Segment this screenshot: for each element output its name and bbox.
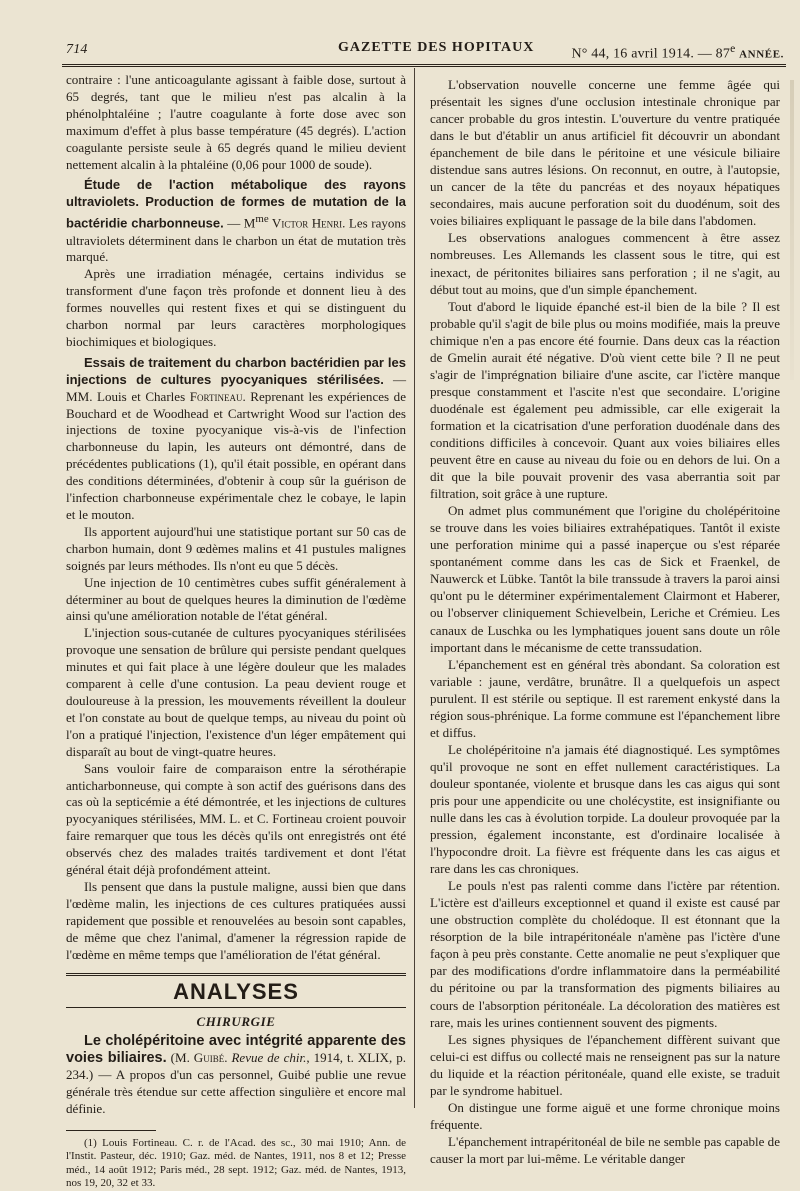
column-divider — [414, 68, 415, 1108]
right-paragraph-4: On admet plus communément que l'origine du cholépéritoine se trouve dans les voies biliaires extrahépatiques. Tantôt il existe une perforation minime qui a passé inaperçue ou s'est réparée spontanément comme dans les cas de Sick et Fraenkel, de Nauwerck et Lübke. Tantôt la bile transsude à travers la paroi ainsi qu'ont pu le déterminer expérimentalement Clairmont et Haberer, ou l'observer cliniquement Schievelbein, Leriche et Crémieu. Les canaux de Luschka ou les lymphatiques jouent sans doute un rôle important dans le mécanisme de cette transsudation. — [430, 503, 780, 655]
page-edge-shading — [790, 80, 794, 380]
left-paragraph-6: Une injection de 10 centimètres cubes suffit généralement à déterminer au bout de quelques heures la diminution de l'œdème ainsi qu'une amélioration notable de l'état général. — [66, 574, 406, 624]
right-paragraph-5: L'épanchement est en général très abondant. Sa coloration est variable : jaune, verdâtre, brunâtre. Il a quelquefois un aspect purulent. Il est stérile ou septique. Il est rarement enkysté dans la région sous-phrénique. La forme commune est l'épanchement libre et diffus. — [430, 656, 780, 740]
right-paragraph-9: On distingue une forme aiguë et une forme chronique moins fréquente. — [430, 1099, 780, 1132]
section-ultraviolets — [66, 177, 406, 266]
article-ref-dot: . — [224, 1050, 232, 1066]
right-paragraph-8: Les signes physiques de l'épanchement diffèrent suivant que celui-ci est diffus ou collecté mais ne renseignent pas sur la nature du liquide et la réaction péritonéale, quand elle existe, se traduit par le syndrome habituel. — [430, 1031, 780, 1098]
issue-info — [571, 42, 784, 63]
article-title: Le cholépéritoine avec intégrité apparente des voies biliaires. — [66, 1033, 406, 1067]
analyses-top-rule — [66, 973, 406, 976]
article-ref-prefix: (M. — [166, 1050, 194, 1066]
left-paragraph-8: Sans vouloir faire de comparaison entre la sérothérapie anticharbonneuse, qui compte à son actif des guérisons dans des cas où la septicémie a été démontrée, et les injections de cultures pyocyaniques stérilisées, MM. L. et C. Fortineau croient pouvoir faire remarquer que tous les décès qu'ils ont enregistrés ont été observés chez des malades traités tardivement et dont l'état général était déjà profondément atteint. — [66, 760, 406, 878]
article-cholperitoine — [66, 1033, 406, 1118]
left-column — [66, 72, 406, 1191]
author-louis: — MM. Louis — [66, 371, 406, 404]
left-paragraph-9: Ils pensent que dans la pustule maligne, aussi bien que dans l'œdème malin, les injections de ces cultures pratiquées aussi rapidement que possible et renouvelées au besoin sont capables, de même que chez l'animal, d'amener la régression rapide de l'œdème en même temps que l'amélioration de l'état général. — [66, 878, 406, 962]
right-paragraph-10: L'épanchement intrapéritonéal de bile ne semble pas capable de causer la mort par lui-même. Le véritable danger — [430, 1133, 780, 1166]
left-paragraph-1: contraire : l'une anticoagulante agissant à faible dose, surtout à 65 degrés, tant que le milieu n'est pas alcalin à la phénolphtaléine ; l'autre coagulante à forte dose avec son maximum d'effet à plus basse température (45 degrés). L'action coagulante persiste seule à 65 degrés quand le milieu devient nettement alcalin à la phtaléine (0,06 pour 1000 de soude). — [66, 72, 406, 172]
author-sup: me — [255, 213, 269, 226]
left-paragraph-7: L'injection sous-cutanée de cultures pyocyaniques stérilisées provoque une sensation de brûlure qui persiste pendant quelques minutes et qui fait place à une légère douleur que les malades comparent à celle d'une contusion. La peau devient rouge et douloureuse à la pression, les mouvements réveillent la douleur et l'on constate au bout de quelque temps, au niveau du point où l'on a pratiqué l'injection, l'existence d'un léger empâtement qui disparaît au bout de vingt-quatre heures. — [66, 625, 406, 759]
header-rule — [62, 64, 786, 67]
analyses-heading: ANALYSES — [173, 979, 299, 1005]
right-paragraph-6: Le cholépéritoine n'a jamais été diagnostiqué. Les symptômes qu'il provoque ne sont en effet nullement caractéristiques. La douleur spontanée, violente et brusque dans les cas aigus qui sont pris pour une appendicite ou une cholécystite, est insignifiante ou nulle dans les cas à évolution torpide. La douleur provoquée par la pression, également inconstante, est d'ordinaire localisée à l'hypocondre droit. La fièvre est fréquente dans les cas aigus et rare dans les cas chroniques. — [430, 741, 780, 877]
analyses-bottom-rule — [66, 1007, 406, 1008]
section-body-charbon: . Reprenant les expériences de Bouchard et de Woodhead et Cartwright Wood sur l'action des injections de toxine pyocyanique vis-à-vis de l'infection charbonneuse du lapin, les auteurs ont démontré, dans de précédentes publications (1), qu'il était possible, en opérant dans des conditions déterminées, d'obtenir à coup sûr la guérison de l'infection charbonneuse expérimentale chez le cobaye, le lapin et le mouton. — [66, 388, 406, 522]
author-name: Victor Henri — [268, 215, 343, 231]
left-paragraph-5: Ils apportent aujourd'hui une statistique portant sur 50 cas de charbon humain, dont 9 œdèmes malins et 41 pustules malignes soignés par leurs méthodes. Ils n'ont eu que 5 décès. — [66, 523, 406, 573]
section-charbon — [66, 355, 406, 524]
left-paragraph-3: Après une irradiation ménagée, certains individus se transforment d'une façon très profonde et donnent lieu à des formes nouvelles qui restent fixes et qui se distinguent du charbon normal par leurs caractères morphologiques biochimiques et biologiques. — [66, 266, 406, 349]
chirurgie-subheading: CHIRURGIE — [196, 1014, 276, 1030]
footnote-rule — [66, 1130, 156, 1131]
author-charles: et Charles — [126, 388, 190, 404]
author-fortineau: Fortineau — [189, 388, 243, 404]
article-ref-journal: Revue de chir. — [231, 1050, 307, 1066]
right-paragraph-7: Le pouls n'est pas ralenti comme dans l'ictère par rétention. L'ictère est d'ailleurs exceptionnel et quand il existe est causé par une obstruction complète du cholédoque. Il est étonnant que la résorption de la bile intrapéritonéale n'amène pas l'ictère d'une façon à peu près constante. Cette anomalie ne peut s'expliquer que par des modifications d'ordre inflammatoire dans la perméabilité du péritoine ou par la transformation des pigments biliaires au cours de l'absorption péritonéale. La décoloration des matières est rare, mais les urines contiennent souvent des pigments. — [430, 878, 780, 1030]
right-paragraph-1: L'observation nouvelle concerne une femme âgée qui présentait les signes d'une occlusion intestinale chronique par cancer probable du gros intestin. L'ouverture du ventre pratiquée dans le but d'établir un anus artificiel fit découvrir un abondant épanchement de bile dans le péritoine et une vésicule biliaire distendue sans autres lésions. On reconnut, en outre, à l'autopsie, un cancer de la tête du pancréas et des noyaux hépatiques secondaires, mais aucune perforation soit du duodénum, soit des voies biliaires expliquant le passage de la bile dans l'abdomen. — [430, 77, 780, 229]
page-number: 714 — [66, 42, 88, 57]
journal-title: GAZETTE DES HOPITAUX — [338, 40, 535, 55]
footnote: (1) Louis Fortineau. C. r. de l'Acad. des sc., 30 mai 1910; Ann. de l'Instit. Pasteur, déc. 1910; Gaz. méd. de Nantes, 1911, nos 8 et 12; Presse méd., 14 août 1912; Paris méd., 28 sept. 1912; Gaz. méd. de Nantes, 1913, nos 19, 20, 32 et 33. — [66, 1136, 406, 1190]
issue-text: N° 44, 16 avril 1914. — 87 — [571, 46, 731, 62]
section-title-ultraviolets: Étude de l'action métabolique des rayons ultraviolets. Production de formes de mutation de la bactéridie charbonneuse. — [66, 177, 406, 231]
page-header — [66, 40, 784, 62]
annee-label: ANNÉE. — [739, 48, 784, 61]
right-paragraph-3: Tout d'abord le liquide épanché est-il bien de la bile ? Il est probable qu'il s'agit de bile plus ou moins modifiée, mais la preuve chimique n'en a pas encore été fournie. Dans deux cas la réaction de Gmelin aurait été négative. D'où vient cette bile ? Il ne peut s'agir de l'imprégnation biliaire d'une ascite, car l'ictère manque presque constamment et l'ascite n'est que secondaire. L'origine duodénale est également peu admissible, car elle exigerait la formation et la cicatrisation d'une perforation duodénale dans des conditions difficiles à concevoir. Quant aux voies biliaires elles peuvent être en cause au niveau du foie ou en dehors de lui. On a dit que la bile pouvait provenir des vasa aberrantia soit par filtration, soit grâce à une rupture. — [430, 298, 780, 502]
right-column — [430, 76, 780, 1167]
section-title-charbon: Essais de traitement du charbon bactéridien par les injections de cultures pyocyaniques stérilisées. — [66, 354, 406, 387]
issue-sup: e — [730, 42, 736, 55]
right-paragraph-2: Les observations analogues commencent à être assez nombreuses. Les Allemands les classent sous le titre, qui est inexact, de péritonites biliaires sans perforation ; il ne s'agit, au début tout au moins, que d'un simple épanchement. — [430, 230, 780, 297]
article-ref-author: Guibé — [193, 1050, 225, 1066]
author-prefix: — M — [223, 215, 256, 231]
section-body-ultraviolets: . Les rayons ultraviolets déterminent dans le charbon un état de mutation très marqué. — [66, 215, 407, 265]
article-ref-rest: , 1914, t. XLIX, p. 234.) — A propos d'un cas personnel, Guibé publie une revue générale très étendue sur cette affection singulière et encore mal définie. — [66, 1050, 406, 1116]
